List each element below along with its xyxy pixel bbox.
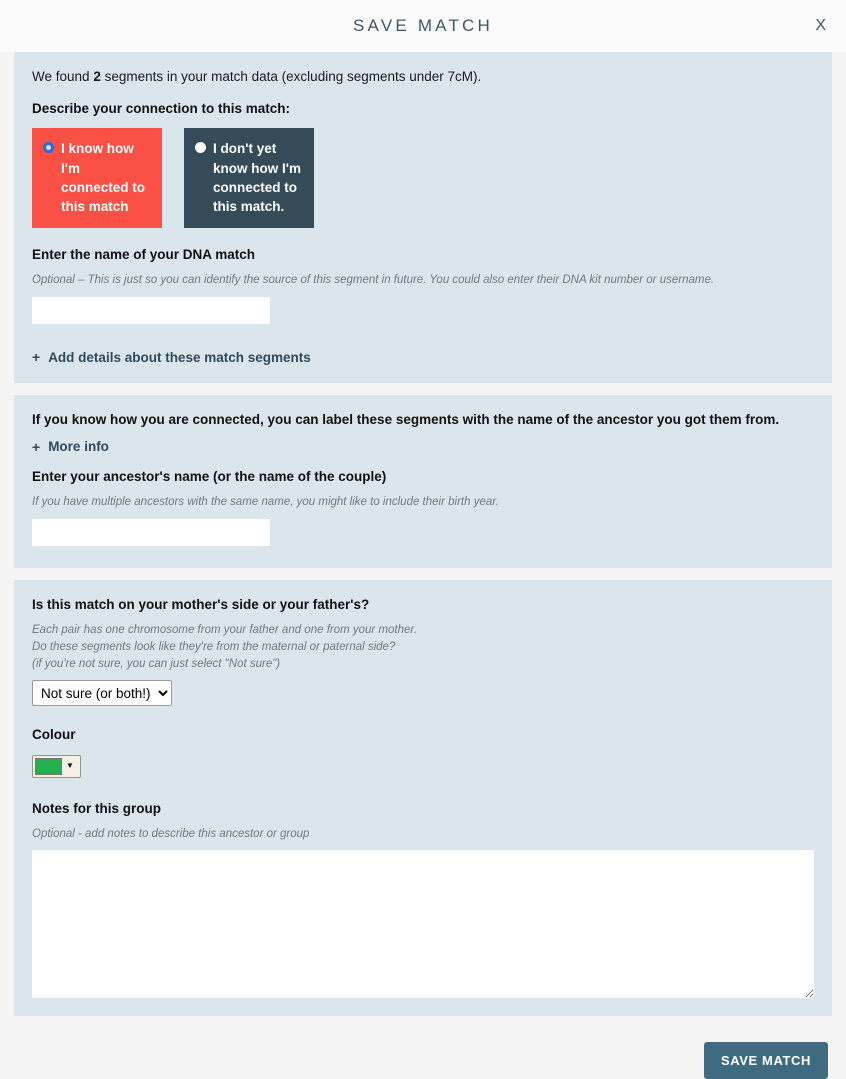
colour-picker[interactable] bbox=[32, 755, 81, 778]
ancestor-name-input[interactable] bbox=[32, 519, 270, 546]
add-segment-details-label: Add details about these match segments bbox=[48, 349, 311, 365]
chevron-down-icon[interactable]: ▼ bbox=[66, 761, 74, 771]
more-info-label: More info bbox=[48, 439, 109, 455]
segment-count-value: 2 bbox=[93, 69, 101, 84]
notes-hint: Optional - add notes to describe this ancestor or group bbox=[32, 827, 310, 840]
modal-body bbox=[0, 52, 846, 1016]
parent-side-question: Is this match on your mother's side or your father's? bbox=[32, 597, 370, 613]
panel-match-details bbox=[14, 52, 832, 383]
modal-footer bbox=[0, 1028, 846, 1079]
segment-count-text bbox=[32, 68, 814, 86]
add-segment-details-button[interactable] bbox=[32, 350, 814, 365]
colour-swatch[interactable] bbox=[35, 758, 62, 775]
parent-side-hint-2: Do these segments look like they're from the maternal or paternal side? bbox=[32, 640, 396, 653]
match-name-input[interactable] bbox=[32, 297, 270, 324]
parent-side-hint-3: (if you're not sure, you can just select "Not sure") bbox=[32, 657, 281, 670]
parent-side-select[interactable] bbox=[32, 680, 172, 706]
match-name-hint: Optional – This is just so you can identify the source of this segment in future. You could also enter their DNA kit number or username. bbox=[32, 274, 715, 287]
panel-ancestor bbox=[14, 395, 832, 568]
choice-known-connection[interactable] bbox=[32, 128, 162, 228]
match-name-label: Enter the name of your DNA match bbox=[32, 247, 256, 263]
ancestor-name-hint: If you have multiple ancestors with the same name, you might like to include their birth year. bbox=[32, 496, 499, 509]
connection-choice-group bbox=[32, 128, 814, 228]
choice-known-connection-label: I know how I'm connected to this match bbox=[61, 141, 146, 214]
parent-side-hint-1: Each pair has one chromosome from your father and one from your mother. bbox=[32, 624, 418, 637]
ancestor-intro-text: If you know how you are connected, you can label these segments with the name of the ancestor you got them from. bbox=[32, 411, 780, 427]
found-suffix: segments in your match data (excluding segments under 7cM). bbox=[104, 69, 482, 84]
more-info-button[interactable] bbox=[32, 439, 814, 454]
modal-header bbox=[0, 0, 846, 52]
radio-unknown-connection[interactable] bbox=[195, 142, 206, 153]
panel-side-colour-notes bbox=[14, 580, 832, 1016]
plus-icon: + bbox=[32, 349, 41, 366]
plus-icon: + bbox=[32, 438, 41, 455]
save-match-button[interactable]: SAVE MATCH bbox=[704, 1042, 828, 1079]
notes-textarea[interactable] bbox=[32, 850, 814, 998]
colour-label: Colour bbox=[32, 727, 76, 743]
found-prefix: We found bbox=[32, 69, 90, 84]
page-title: SAVE MATCH bbox=[353, 16, 493, 35]
notes-label: Notes for this group bbox=[32, 800, 161, 816]
ancestor-name-label: Enter your ancestor's name (or the name of the couple) bbox=[32, 469, 387, 485]
close-icon[interactable]: X bbox=[809, 14, 832, 38]
choice-unknown-connection-label: I don't yet know how I'm connected to this match. bbox=[213, 141, 301, 214]
choice-unknown-connection[interactable] bbox=[184, 128, 314, 228]
radio-known-connection[interactable] bbox=[43, 142, 54, 153]
describe-connection-label: Describe your connection to this match: bbox=[32, 101, 291, 117]
